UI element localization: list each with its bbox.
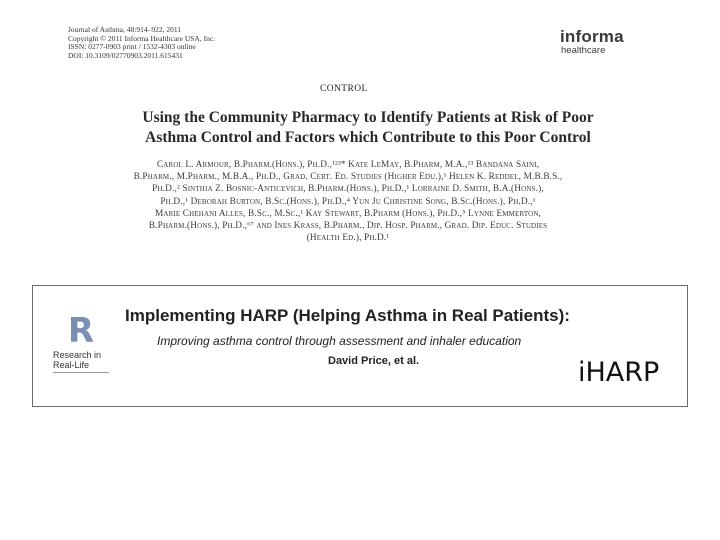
publisher-name: informa: [560, 27, 624, 46]
author-line: Ph.D.,² Sinthia Z. Bosnic-Anticevich, B.Pharm.(Hons.), Ph.D.,¹ Lorraine D. Smith, B.A.(Hons.),: [152, 184, 544, 195]
harp-byline: David Price, et al.: [328, 355, 420, 367]
harp-banner: [32, 285, 688, 407]
harp-subtitle: Improving asthma control through assessment and inhaler education: [157, 334, 522, 348]
author-line: B.Pharm.(Hons.), Ph.D.,⁶⁷ and Ines Krass, B.Pharm., Dip. Hosp. Pharm., Grad. Dip. Educ. Studies: [148, 221, 548, 232]
journal-citation-line: Journal of Asthma, 48:914–922, 2011: [68, 25, 182, 34]
publisher-subname: healthcare: [561, 45, 606, 56]
author-line: Marie Chehani Alles, B.Sc., M.Sc.,¹ Kay Stewart, B.Pharm (Hons.), Ph.D.,⁵ Lynne Emmerton,: [154, 208, 542, 219]
rirl-logo-text: [53, 350, 101, 370]
author-line: (Health Ed.), Ph.D.¹: [306, 233, 390, 244]
paper-header: [68, 26, 668, 266]
author-line: Carol L. Armour, B.Pharm.(Hons.), Ph.D.,¹²³* Kate LeMay, B.Pharm, M.A.,¹³ Bandana Saini,: [156, 160, 540, 170]
section-label: CONTROL: [320, 84, 368, 94]
author-line: B.Pharm., M.Pharm., M.B.A., Ph.D., Grad. Cert. Ed. Studies (Higher Edu.),¹ Helen K. Reddel, M.B.B.S.,: [133, 172, 563, 183]
author-list: [68, 159, 628, 244]
iharp-logo: iHARP: [578, 357, 660, 388]
rirl-logo-line-1: Research in: [53, 350, 102, 360]
rirl-logo-line-2: Real-Life: [53, 360, 90, 370]
author-line: Ph.D.,¹ Deborah Burton, B.Sc.(Hons.), Ph.D.,⁴ Yun Ju Christine Song, B.Sc.(Hons.), Ph.D.,¹: [160, 196, 536, 207]
journal-issn-line: ISSN: 0277-0903 print / 1532-4303 online: [68, 42, 196, 52]
r-logo-icon: R: [67, 311, 95, 351]
journal-copyright-line: Copyright © 2011 Informa Healthcare USA, Inc.: [68, 33, 216, 43]
journal-doi-line: DOI: 10.3109/02770903.2011.615431: [68, 50, 183, 60]
paper-title-line-2: Asthma Control and Factors which Contribute to this Poor Control: [145, 129, 591, 146]
informa-healthcare-logo: [560, 28, 624, 56]
journal-citation: [68, 26, 215, 60]
research-in-real-life-logo: [51, 311, 115, 378]
harp-title: Implementing HARP (Helping Asthma in Real Patients):: [125, 306, 570, 325]
rirl-logo-rule: [53, 372, 109, 373]
paper-title: [68, 108, 668, 148]
paper-title-line-1: Using the Community Pharmacy to Identify Patients at Risk of Poor: [142, 109, 594, 126]
